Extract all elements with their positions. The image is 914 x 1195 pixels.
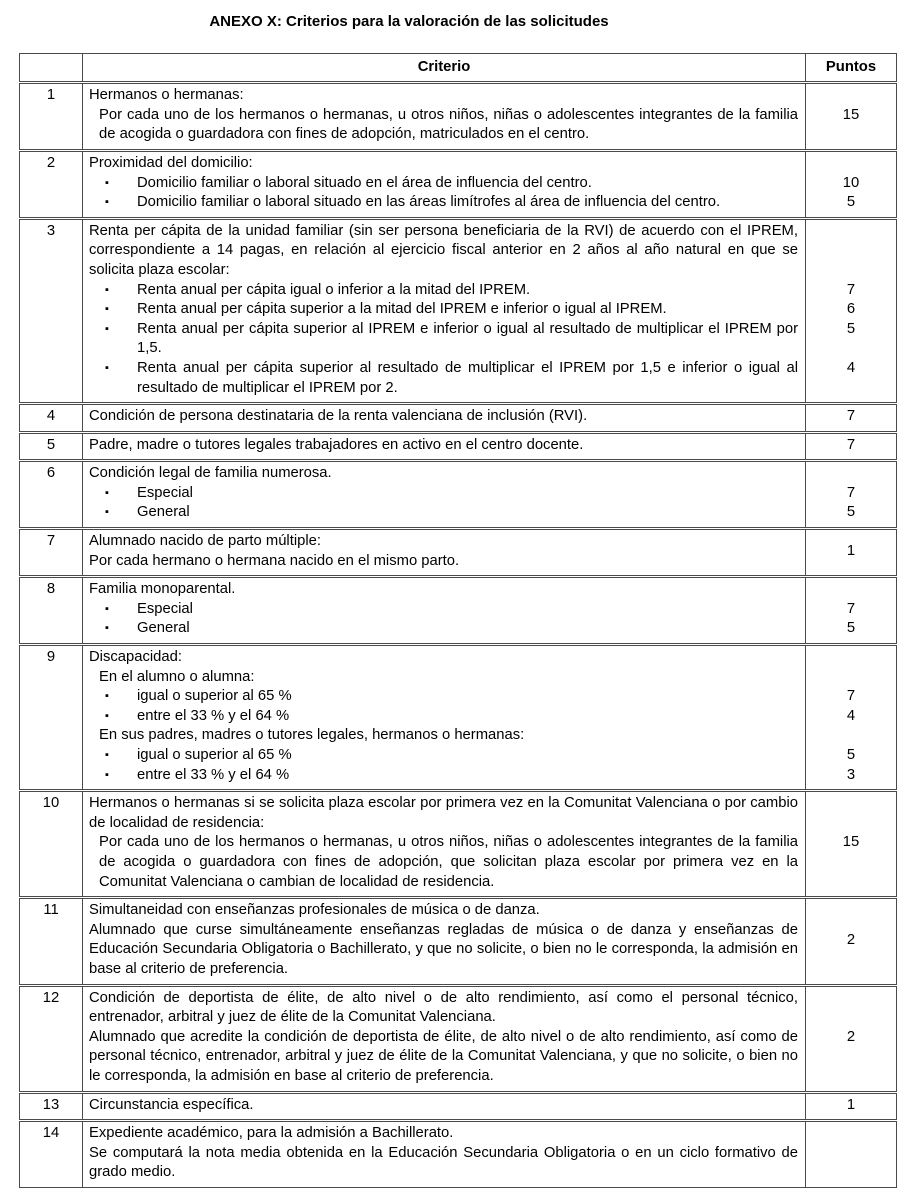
points-value: 5 [846,620,856,637]
table-row [19,151,897,218]
points-value: 5 [846,193,856,210]
row-criterio-cell [82,219,805,403]
row-number: 14 [19,1121,82,1188]
row-points-cell [805,219,897,403]
row-points-cell [805,577,897,644]
criterio-line: Condición de persona destinataria de la renta valenciana de inclusión (RVI). [89,408,588,425]
bullet-text: Especial [137,600,193,617]
criterio-bullet [89,687,798,707]
table-row [19,219,897,403]
bullet-square-icon: ▪ [105,768,109,781]
row-criterio-cell [82,83,805,150]
criterio-bullet [89,746,798,766]
criterio-sub: En el alumno o alumna: [99,668,255,685]
row-criterio-cell [82,986,805,1092]
row-number: 5 [19,433,82,461]
table-row [19,83,897,150]
criterio-line: Padre, madre o tutores legales trabajadores en activo en el centro docente. [89,436,584,453]
bullet-text: Domicilio familiar o laboral situado en las áreas limítrofes al área de influencia del centro. [137,194,721,211]
bullet-text: igual o superior al 65 % [137,688,292,705]
header-puntos: Puntos [805,53,897,83]
criterio-para: Por cada uno de los hermanos o hermanas, u otros niños, niñas o adolescentes integrantes de la familia de acogida o guardadora con fines de adopción, matriculados en el centro. [99,106,798,143]
row-number: 9 [19,645,82,790]
row-points-cell: 1 [805,529,897,576]
bullet-text: entre el 33 % y el 64 % [137,707,290,724]
table-row [19,1121,897,1188]
points-value: 5 [846,320,856,337]
criterio-bullet [89,484,798,504]
table-row [19,986,897,1092]
row-points-cell: 7 [805,433,897,461]
row-number: 8 [19,577,82,644]
points-value: 6 [846,300,856,317]
bullet-text: Renta anual per cápita igual o inferior a la mitad del IPREM. [137,281,531,298]
row-points-cell: 15 [805,83,897,150]
bullet-text: Renta anual per cápita superior al resultado de multiplicar el IPREM por 1,5 e inferior o igual al resultado de multiplicar el IPREM por 2. [137,359,798,396]
bullet-square-icon: ▪ [105,486,109,499]
row-criterio-cell [82,529,805,576]
bullet-text: entre el 33 % y el 64 % [137,766,290,783]
row-criterio-cell [82,1121,805,1188]
row-number: 13 [19,1093,82,1121]
criterio-text: Hermanos o hermanas si se solicita plaza escolar por primera vez en la Comunitat Valenciana o por cambio de localidad de residencia: [89,795,798,831]
criterio-line: Alumnado nacido de parto múltiple: [89,533,321,550]
table-row [19,461,897,528]
criterio-line: Discapacidad: [89,649,182,666]
points-value: 5 [846,747,856,764]
table-row [19,433,897,461]
criterio-line: Expediente académico, para la admisión a Bachillerato. [89,1125,454,1142]
row-points-cell: 2 [805,898,897,984]
criterio-line: Hermanos o hermanas: [89,87,244,104]
points-value: 4 [846,359,856,376]
table-row [19,404,897,432]
row-number: 6 [19,461,82,528]
bullet-square-icon: ▪ [105,622,109,635]
criterio-bullet [89,503,798,523]
row-criterio-cell [82,645,805,790]
criterio-bullet [89,320,798,359]
row-criterio-cell [82,791,805,897]
row-criterio-cell [82,577,805,644]
row-criterio-cell [82,433,805,461]
bullet-square-icon: ▪ [105,690,109,703]
row-points-cell [805,1121,897,1188]
table-row [19,529,897,576]
row-criterio-cell [82,404,805,432]
bullet-square-icon: ▪ [105,361,109,374]
criterio-bullet [89,707,798,727]
criterio-text: Renta per cápita de la unidad familiar (sin ser persona beneficiaria de la RVI) de acuerdo con el IPREM, correspondiente a 14 pagas, en relación al ejercicio fiscal anterior en 2 años al año natural en que se solicita plaza escolar: [89,222,798,278]
criterio-bullet [89,300,798,320]
row-points-cell [805,645,897,790]
row-number: 11 [19,898,82,984]
criterio-text: Alumnado que acredite la condición de deportista de élite, de alto nivel o de alto rendimiento, así como de personal técnico, entrenador, arbitral y juez de élite de la Comunitat Valenciana, y que no solicite, o bien no le corresponda, la admisión en base al criterio de preferencia. [89,1028,798,1084]
points-value: 5 [846,504,856,521]
bullet-square-icon: ▪ [105,176,109,189]
criterio-bullet [89,600,798,620]
criterio-text: Alumnado que curse simultáneamente enseñanzas regladas de música o de danza y enseñanzas de Educación Secundaria Obligatoria o Bachillerato, y que no solicite, o bien no le corresponda, la admisión en base al criterio de preferencia. [89,921,798,977]
bullet-text: Domicilio familiar o laboral situado en el área de influencia del centro. [137,174,592,191]
bullet-text: General [137,504,190,521]
points-value: 7 [846,281,856,298]
table-row [19,645,897,790]
criterio-line: Familia monoparental. [89,581,236,598]
bullet-square-icon: ▪ [105,602,109,615]
bullet-text: General [137,620,190,637]
row-criterio-cell [82,1093,805,1121]
header-criterio: Criterio [82,53,805,83]
criterio-bullet [89,619,798,639]
row-number: 10 [19,791,82,897]
criterio-bullet [89,174,798,194]
bullet-square-icon: ▪ [105,283,109,296]
row-points-cell [805,461,897,528]
row-criterio-cell [82,461,805,528]
table-row [19,1093,897,1121]
row-number: 7 [19,529,82,576]
points-value: 10 [842,174,860,191]
criterio-para: Por cada uno de los hermanos o hermanas, u otros niños, niñas o adolescentes integrantes de la familia de acogida o guardadora con fines de adopción, que solicitan plaza escolar por primera vez en la Comunitat Valenciana o cambian de localidad de residencia. [99,834,798,890]
bullet-text: Renta anual per cápita superior a la mitad del IPREM e inferior o igual al IPREM. [137,301,667,318]
row-points-cell: 7 [805,404,897,432]
row-criterio-cell [82,898,805,984]
bullet-square-icon: ▪ [105,506,109,519]
table-row [19,577,897,644]
criterio-line: Simultaneidad con enseñanzas profesionales de música o de danza. [89,902,540,919]
points-value: 7 [846,485,856,502]
page-title: ANEXO X: Criterios para la valoración de las solicitudes [209,13,609,30]
bullet-square-icon: ▪ [105,303,109,316]
row-criterio-cell [82,151,805,218]
criterio-text: Condición de deportista de élite, de alto nivel o de alto rendimiento, así como el personal técnico, entrenador, arbitral y juez de élite de la Comunitat Valenciana. [89,989,798,1026]
criterio-bullet [89,766,798,786]
row-number: 3 [19,219,82,403]
row-points-cell: 2 [805,986,897,1092]
row-number: 2 [19,151,82,218]
criterio-bullet [89,281,798,301]
bullet-square-icon: ▪ [105,709,109,722]
row-points-cell [805,151,897,218]
table-row [19,791,897,897]
bullet-square-icon: ▪ [105,749,109,761]
bullet-square-icon: ▪ [105,322,109,335]
points-value: 4 [846,708,856,725]
row-number: 12 [19,986,82,1092]
row-number: 1 [19,83,82,150]
criterio-sub: En sus padres, madres o tutores legales, hermanos o hermanas: [99,727,525,744]
row-points-cell: 1 [805,1093,897,1121]
header-number-cell [19,53,82,83]
points-value: 7 [846,601,856,618]
bullet-text: Especial [137,484,193,501]
table-row [19,898,897,984]
row-points-cell: 15 [805,791,897,897]
points-value: 3 [846,767,856,784]
row-number: 4 [19,404,82,432]
criterio-text: Se computará la nota media obtenida en la Educación Secundaria Obligatoria o en un ciclo formativo de grado medio. [89,1144,798,1181]
points-value: 7 [846,688,856,705]
table-header-row [19,53,897,83]
criteria-table [19,52,897,1189]
bullet-text: Renta anual per cápita superior al IPREM e inferior o igual al resultado de multiplicar el IPREM por 1,5. [137,320,798,357]
bullet-text: igual o superior al 65 % [137,747,292,763]
bullet-square-icon: ▪ [105,196,109,209]
criterio-line: Proximidad del domicilio: [89,154,253,171]
criterio-line: Condición legal de familia numerosa. [89,465,332,482]
criterio-line: Circunstancia específica. [89,1096,254,1113]
criterio-line: Por cada hermano o hermana nacido en el mismo parto. [89,552,460,569]
criterio-bullet [89,359,798,398]
criterio-bullet [89,193,798,213]
